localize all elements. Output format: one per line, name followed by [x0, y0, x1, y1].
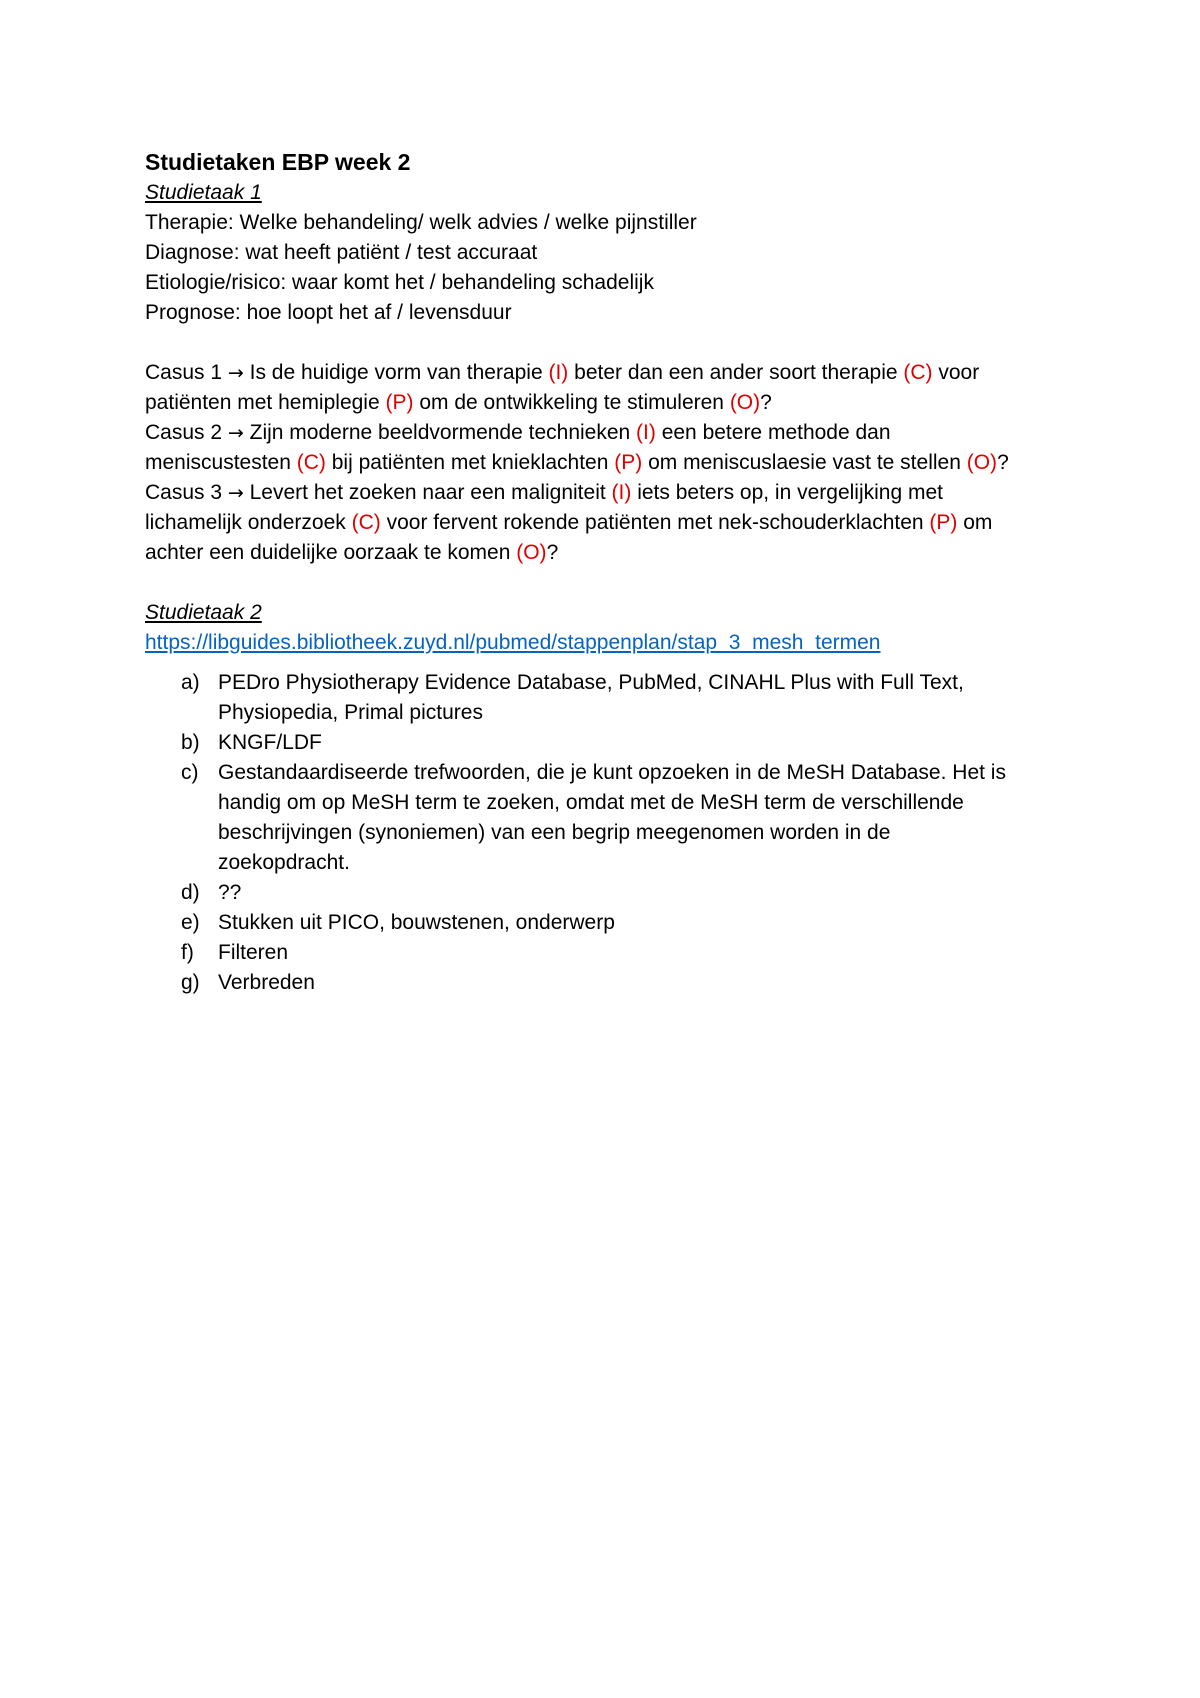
- pico-marker: (O): [516, 541, 547, 564]
- list-marker: f): [181, 941, 194, 964]
- answer-item-e: [145, 908, 1065, 938]
- casus-text: patiënten met hemiplegie: [145, 391, 386, 414]
- casus-3-line-2: [145, 508, 1065, 538]
- category-prognose: Prognose: hoe loopt het af / levensduur: [145, 301, 512, 324]
- casus-text: Is de huidige vorm van therapie: [243, 361, 549, 384]
- answers-list: [145, 668, 1065, 998]
- answer-item-g: [145, 968, 1065, 998]
- casus-label: Casus 1: [145, 361, 228, 384]
- casus-text: een betere methode dan: [655, 421, 891, 444]
- answer-item-b: [145, 728, 1065, 758]
- answer-item-c: [145, 758, 1065, 878]
- right-arrow-icon: →: [227, 482, 244, 504]
- answer-item-d: [145, 878, 1065, 908]
- list-marker: c): [181, 761, 199, 784]
- casus-text: Zijn moderne beeldvormende technieken: [243, 421, 637, 444]
- answer-item-a: [145, 668, 1065, 728]
- category-etiologie: Etiologie/risico: waar komt het / behandeling schadelijk: [145, 271, 654, 294]
- pico-marker: (O): [966, 451, 998, 474]
- casus-text: achter een duidelijke oorzaak te komen: [145, 541, 517, 564]
- pico-marker: (P): [385, 391, 414, 414]
- casus-list: [145, 358, 1065, 568]
- answer-text: ??: [218, 881, 242, 904]
- casus-text: iets beters op, in vergelijking met: [631, 481, 944, 504]
- answer-text: zoekopdracht.: [218, 851, 350, 874]
- list-marker: e): [181, 911, 200, 934]
- answer-text: handig om op MeSH term te zoeken, omdat met de MeSH term de verschillende: [218, 791, 964, 814]
- pico-marker: (I): [636, 421, 656, 444]
- casus-2-line-1: [145, 418, 1065, 448]
- casus-text: ?: [760, 391, 772, 414]
- answer-text: beschrijvingen (synoniemen) van een begrip meegenomen worden in de: [218, 821, 891, 844]
- casus-2-line-2: [145, 448, 1065, 478]
- list-marker: a): [181, 671, 200, 694]
- pico-marker: (P): [614, 451, 643, 474]
- mesh-termen-link[interactable]: https://libguides.bibliotheek.zuyd.nl/pubmed/stappenplan/stap_3_mesh_termen: [145, 631, 881, 654]
- casus-label: Casus 2: [145, 421, 228, 444]
- pico-marker: (O): [729, 391, 761, 414]
- category-diagnose: Diagnose: wat heeft patiënt / test accuraat: [145, 241, 538, 264]
- casus-1-line-2: [145, 388, 1065, 418]
- casus-text: voor fervent rokende patiënten met nek-schouderklachten: [380, 511, 930, 534]
- answer-text: PEDro Physiotherapy Evidence Database, PubMed, CINAHL Plus with Full Text,: [218, 671, 964, 694]
- pico-marker: (C): [903, 361, 933, 384]
- category-therapie: Therapie: Welke behandeling/ welk advies / welke pijnstiller: [145, 211, 697, 234]
- answer-text: KNGF/LDF: [218, 731, 322, 754]
- casus-3-line-3: [145, 538, 1065, 568]
- page-title: Studietaken EBP week 2: [145, 149, 411, 175]
- casus-text: om meniscuslaesie vast te stellen: [642, 451, 967, 474]
- casus-text: om de ontwikkeling te stimuleren: [413, 391, 730, 414]
- casus-label: Casus 3: [145, 481, 228, 504]
- casus-text: ?: [997, 451, 1009, 474]
- list-marker: g): [181, 971, 200, 994]
- answer-text: Verbreden: [218, 971, 315, 994]
- right-arrow-icon: →: [227, 362, 244, 384]
- document-content: [145, 146, 1065, 998]
- pico-marker: (I): [611, 481, 632, 504]
- pico-marker: (P): [929, 511, 958, 534]
- answer-text: Gestandaardiseerde trefwoorden, die je kunt opzoeken in de MeSH Database. Het is: [218, 761, 1006, 784]
- casus-text: om: [957, 511, 993, 534]
- casus-text: beter dan een ander soort therapie: [568, 361, 904, 384]
- pico-marker: (I): [548, 361, 569, 384]
- answer-text: Filteren: [218, 941, 289, 964]
- pico-marker: (C): [296, 451, 326, 474]
- pico-marker: (C): [351, 511, 381, 534]
- casus-1-line-1: [145, 358, 1065, 388]
- casus-text: Levert het zoeken naar een maligniteit: [243, 481, 612, 504]
- casus-text: lichamelijk onderzoek: [145, 511, 352, 534]
- casus-text: voor: [932, 361, 980, 384]
- casus-3-line-1: [145, 478, 1065, 508]
- spacer: [145, 568, 1065, 598]
- casus-text: ?: [546, 541, 559, 564]
- right-arrow-icon: →: [227, 422, 244, 444]
- studietaak-2-heading: Studietaak 2: [145, 601, 262, 624]
- list-marker: b): [181, 731, 200, 754]
- studietaak-1-heading: Studietaak 1: [145, 181, 262, 204]
- answer-text: Stukken uit PICO, bouwstenen, onderwerp: [218, 911, 615, 934]
- answer-item-f: [145, 938, 1065, 968]
- casus-text: bij patiënten met knieklachten: [325, 451, 615, 474]
- answer-text: Physiopedia, Primal pictures: [218, 701, 483, 724]
- casus-text: meniscustesten: [145, 451, 297, 474]
- list-marker: d): [181, 881, 200, 904]
- spacer: [145, 328, 1065, 358]
